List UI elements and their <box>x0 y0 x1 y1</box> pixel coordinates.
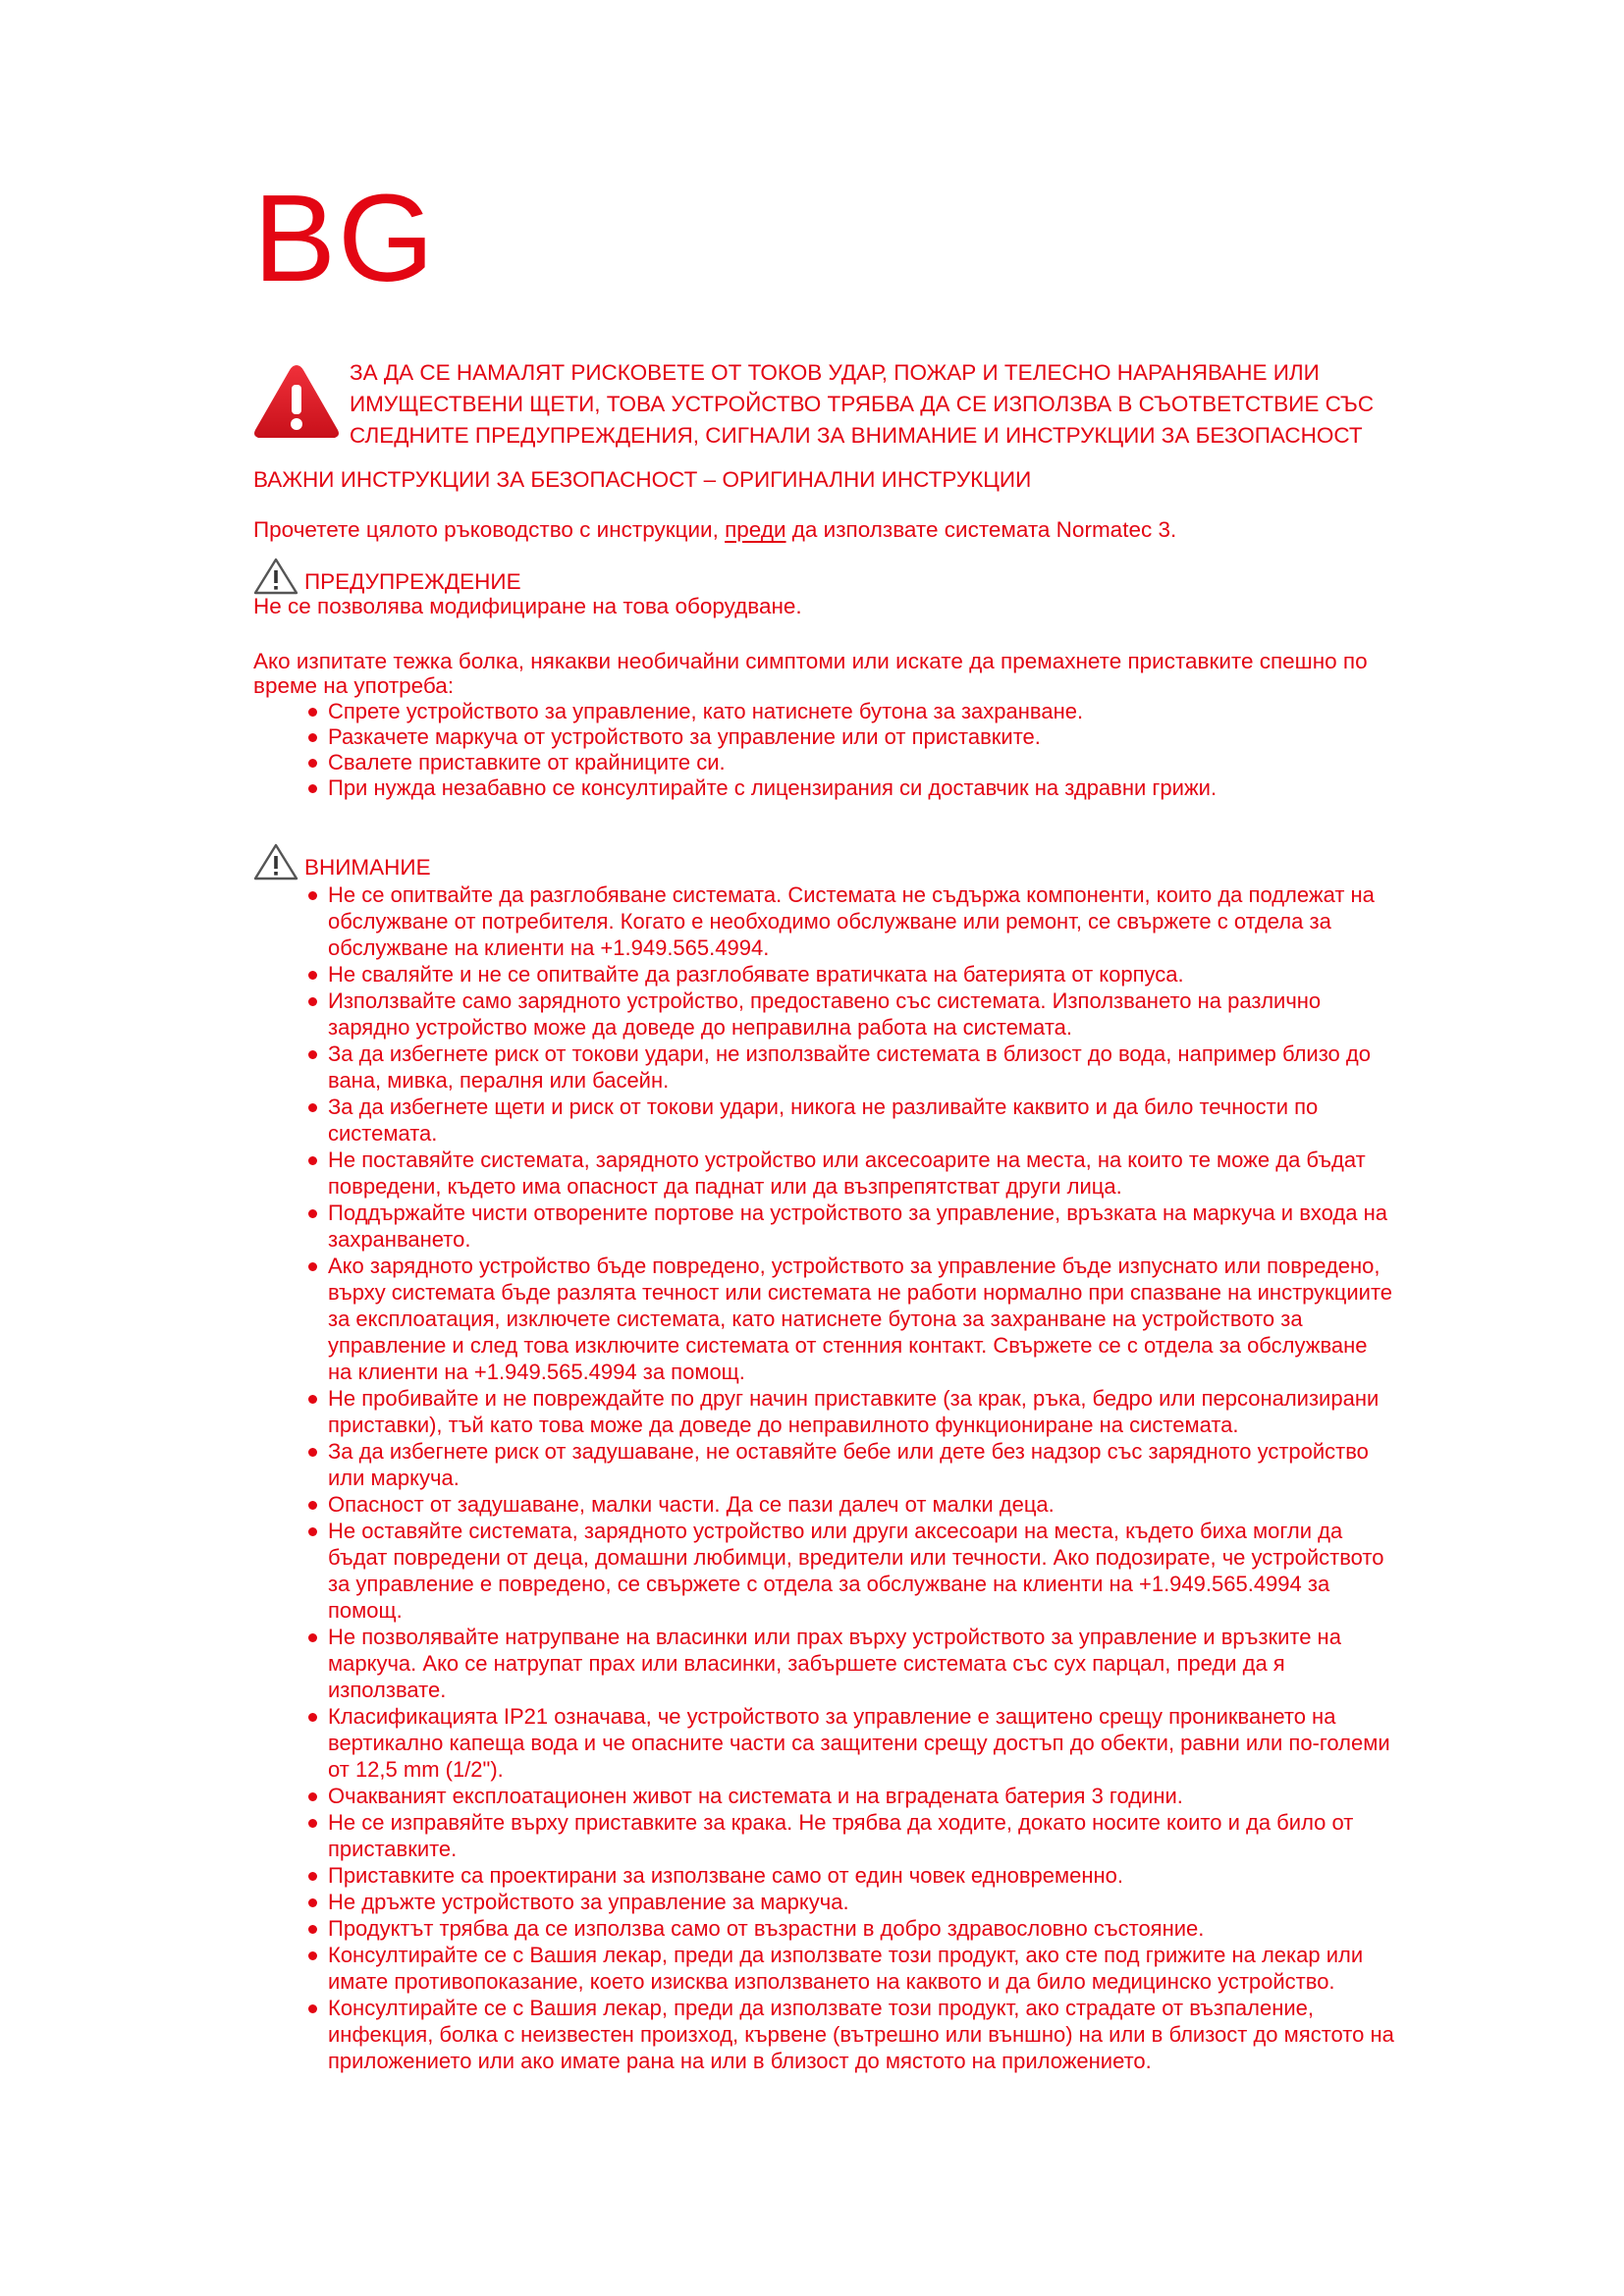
list-item: Поддържайте чисти отворените портове на устройството за управление, връзката на маркуча и входа на захранването. <box>304 1200 1394 1253</box>
pain-text: Ако изпитате тежка болка, някакви необичайни симптоми или искате да премахнете приставките спешно по време на употреба: <box>253 649 1368 698</box>
list-item: Не оставяйте системата, зарядното устройство или други аксесоари на места, където биха могли да бъдат повредени от деца, домашни любимци, вредители или течности. Ако подозирате, че устройството за управление е повредено, се свържете с отдела за обслужване на клиенти на +1.949.565.4994 за помощ. <box>304 1518 1394 1624</box>
list-item: Не се опитвайте да разглобяване системата. Системата не съдържа компоненти, които да подлежат на обслужване от потребителя. Когато е необходимо обслужване или ремонт, се свържете с отдела за обслужване на клиенти на +1.949.565.4994. <box>304 881 1394 961</box>
warning-text: Не се позволява модифициране на това оборудване. <box>253 594 802 618</box>
warning-triangle-icon <box>253 842 302 881</box>
emergency-steps-list <box>304 699 1384 801</box>
list-item: Очакваният експлоатационен живот на системата и на вградената батерия 3 години. <box>304 1783 1394 1809</box>
list-item: Не поставяйте системата, зарядното устройство или аксесоарите на места, на които те може да бъдат повредени, където има опасност да паднат или да възпрепятстват други лица. <box>304 1147 1394 1200</box>
warning-triangle-icon <box>253 557 302 596</box>
list-item: Не пробивайте и не повреждайте по друг начин приставките (за крак, ръка, бедро или персонализирани приставки), тъй като това може да доведе до неправилното функциониране на системата. <box>304 1385 1394 1438</box>
intro-paragraph <box>253 514 1176 546</box>
list-item: Приставките са проектирани за използване само от един човек едновременно. <box>304 1862 1394 1889</box>
list-item: Не дръжте устройството за управление за маркуча. <box>304 1889 1394 1915</box>
list-item: Спрете устройството за управление, като натиснете бутона за захранване. <box>304 699 1384 724</box>
list-item: За да избегнете риск от задушаване, не оставяйте бебе или дете без надзор със зарядното устройство или маркуча. <box>304 1438 1394 1491</box>
list-item: Класификацията IP21 означава, че устройството за управление е защитено срещу проникването на вертикално капеща вода и че опасните части са защитени срещу достъп до обекти, равни или по-големи от 12,5 mm (1/2"). <box>304 1703 1394 1783</box>
section-title: ВАЖНИ ИНСТРУКЦИИ ЗА БЕЗОПАСНОСТ – ОРИГИНАЛНИ ИНСТРУКЦИИ <box>253 467 1032 492</box>
top-warning-line: СЛЕДНИТЕ ПРЕДУПРЕЖДЕНИЯ, СИГНАЛИ ЗА ВНИМАНИЕ И ИНСТРУКЦИИ ЗА БЕЗОПАСНОСТ <box>350 423 1363 448</box>
list-item: Свалете приставките от крайниците си. <box>304 750 1384 775</box>
intro-after: да използвате системата Normatec 3. <box>785 517 1177 542</box>
list-item: При нужда незабавно се консултирайте с лицензирания си доставчик на здравни грижи. <box>304 775 1384 801</box>
top-warning-line: ЗА ДА СЕ НАМАЛЯТ РИСКОВЕТЕ ОТ ТОКОВ УДАР, ПОЖАР И ТЕЛЕСНО НАРАНЯВАНЕ ИЛИ <box>350 360 1320 385</box>
list-item: Консултирайте се с Вашия лекар, преди да използвате този продукт, ако сте под грижите на лекар или имате противопоказание, което изисква използването на каквото и да било медицинско устройство. <box>304 1942 1394 1995</box>
caution-list <box>304 881 1394 2074</box>
top-safety-warning <box>251 357 1390 446</box>
list-item: Не се изправяйте върху приставките за крака. Не трябва да ходите, докато носите които и да било от приставките. <box>304 1809 1394 1862</box>
intro-before: Прочетете цялото ръководство с инструкции, <box>253 517 726 542</box>
warning-label: ПРЕДУПРЕЖДЕНИЕ <box>304 569 521 594</box>
list-item: Продуктът трябва да се използва само от възрастни в добро здравословно състояние. <box>304 1915 1394 1942</box>
intro-emphasis: преди <box>725 517 786 542</box>
list-item: Използвайте само зарядното устройство, предоставено със системата. Използването на различно зарядно устройство може да доведе до неправилна работа на системата. <box>304 988 1394 1041</box>
list-item: Не сваляйте и не се опитвайте да разглобявате вратичката на батерията от корпуса. <box>304 961 1394 988</box>
top-warning-text <box>350 357 1390 452</box>
list-item: Опасност от задушаване, малки части. Да се пази далеч от малки деца. <box>304 1491 1394 1518</box>
language-code: BG <box>253 169 437 307</box>
exclamation-warning-icon <box>251 361 342 442</box>
caution-label: ВНИМАНИЕ <box>304 855 431 880</box>
list-item: Консултирайте се с Вашия лекар, преди да използвате този продукт, ако страдате от възпаление, инфекция, болка с неизвестен произход, кървене (вътрешно или външно) на или в близост до мястото на приложението или ако имате рана на или в близост до мястото на приложението. <box>304 1995 1394 2074</box>
list-item: Разкачете маркуча от устройството за управление или от приставките. <box>304 724 1384 750</box>
list-item: Не позволявайте натрупване на власинки или прах върху устройството за управление и връзките на маркуча. Ако се натрупат прах или власинки, забършете системата със сух парцал, преди да я използвате. <box>304 1624 1394 1703</box>
list-item: За да избегнете риск от токови удари, не използвайте системата в близост до вода, например близо до вана, мивка, пералня или басейн. <box>304 1041 1394 1094</box>
top-warning-line: ИМУЩЕСТВЕНИ ЩЕТИ, ТОВА УСТРОЙСТВО ТРЯБВА ДА СЕ ИЗПОЛЗВА В СЪОТВЕТСТВИЕ СЪС <box>350 392 1375 416</box>
list-item: Ако зарядното устройство бъде повредено, устройството за управление бъде изпуснато или повредено, върху системата бъде разлята течност или системата не работи нормално при спазване на инструкциите за експлоатация, изключете системата, като натиснете бутона за захранване на устройството за управление и след това изключите системата от стенния контакт. Свържете се с отдела за обслужване на клиенти на +1.949.565.4994 за помощ. <box>304 1253 1394 1385</box>
list-item: За да избегнете щети и риск от токови удари, никога не разливайте каквито и да било течности по системата. <box>304 1094 1394 1147</box>
